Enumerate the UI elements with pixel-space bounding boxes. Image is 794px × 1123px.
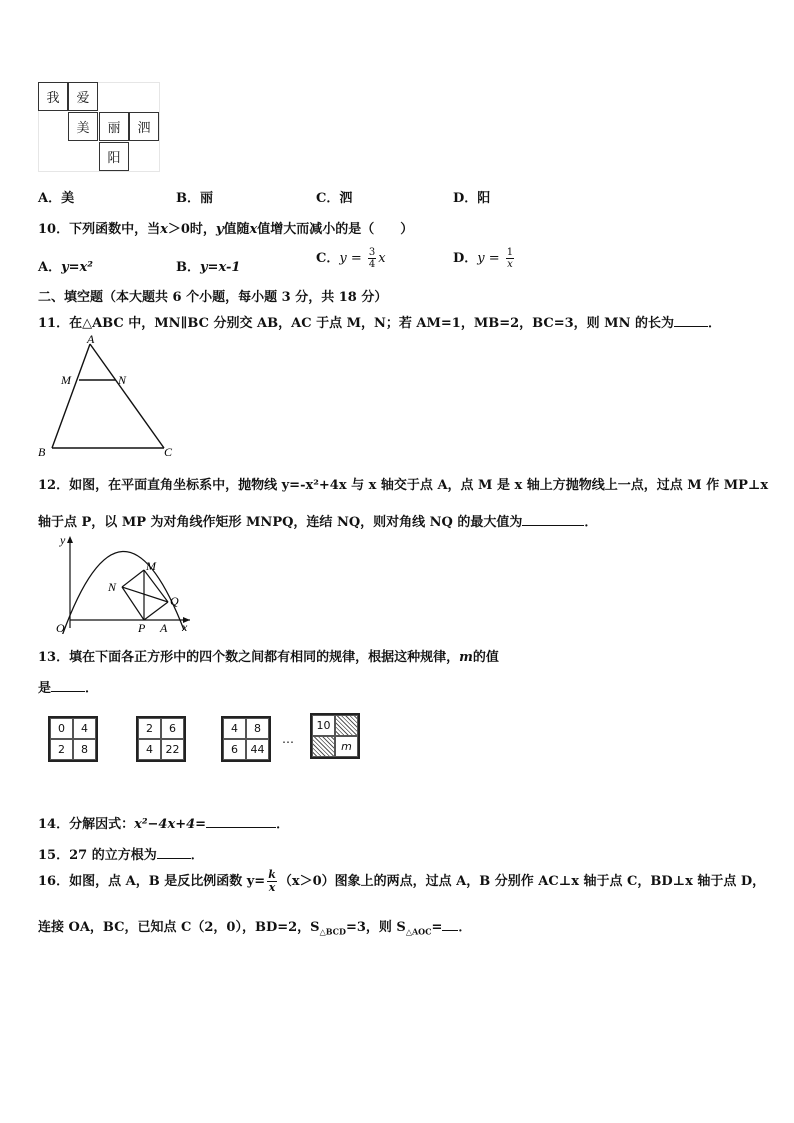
q13-stem-line1: 13．填在下面各正方形中的四个数之间都有相同的规律，根据这种规律，m的值 bbox=[38, 650, 499, 665]
label-q: Q bbox=[170, 594, 179, 608]
label-y: y bbox=[60, 533, 66, 547]
square-cell: 0 bbox=[50, 718, 73, 739]
y-axis-arrow bbox=[67, 536, 73, 543]
q14-answer-blank bbox=[206, 815, 276, 828]
square-cell: 6 bbox=[223, 739, 246, 760]
fraction-k-over-x: $\frac{k}{x}$ bbox=[268, 868, 276, 894]
q13-stem-line2: 是 ． bbox=[38, 681, 99, 696]
net-cell-4: 丽 bbox=[99, 112, 129, 141]
segment-nq bbox=[122, 587, 168, 602]
q11-stem: 11．在△ABC 中，MN∥BC 分别交 AB，AC 于点 M，N；若 AM=1，MB=2，BC=3，则 MN 的长为 ． bbox=[38, 316, 722, 331]
net-cell-6: 阳 bbox=[99, 142, 129, 171]
net-cell-1: 我 bbox=[38, 82, 68, 111]
q12-stem-line2: 轴于点 P，以 MP 为对角线作矩形 MNPQ，连结 NQ，则对角线 NQ 的最大值为 ． bbox=[38, 515, 598, 530]
label-m: M bbox=[61, 373, 71, 387]
q16-stem-line1: 16．如图，点 A，B 是反比例函数 y= $\frac{k}{x}$ （x＞0）图象上的两点，过点 A，B 分别作 AC⊥x 轴于点 C，BD⊥x 轴于点 D， bbox=[38, 868, 766, 894]
q9-option-d: D．阳 bbox=[453, 191, 491, 206]
side-ab bbox=[52, 344, 90, 448]
q10-stem: 10．下列函数中，当x＞0时，y值随x值增大而减小的是（ ） bbox=[38, 222, 414, 237]
square-cell: 22 bbox=[161, 739, 184, 760]
hatched-cell bbox=[312, 736, 335, 757]
q10-option-c: C．y = $\frac{3}{4}$ x bbox=[316, 247, 386, 270]
hatched-cell bbox=[335, 715, 358, 736]
label-n: N bbox=[108, 580, 117, 594]
square-cell-m: m bbox=[335, 736, 358, 757]
square-cell: 2 bbox=[50, 739, 73, 760]
square-cell: 4 bbox=[223, 718, 246, 739]
label-n: N bbox=[118, 373, 127, 387]
square-cell: 8 bbox=[73, 739, 96, 760]
square-cell: 6 bbox=[161, 718, 184, 739]
segment-np bbox=[122, 587, 144, 620]
label-m: M bbox=[146, 559, 156, 573]
net-cell-2: 爱 bbox=[68, 82, 98, 111]
q13-answer-blank bbox=[51, 679, 85, 692]
square-cell: 4 bbox=[138, 739, 161, 760]
q16-answer-blank bbox=[442, 918, 458, 931]
segment-mn bbox=[122, 570, 144, 587]
q12-answer-blank bbox=[522, 513, 584, 526]
q11-answer-blank bbox=[674, 314, 708, 327]
q10-option-a: A．y=x² bbox=[38, 260, 93, 275]
q10-option-d: D．y = $\frac{1}{x}$ bbox=[453, 247, 514, 270]
q15-stem: 15．27 的立方根为 ． bbox=[38, 848, 204, 863]
label-c: C bbox=[164, 445, 173, 458]
segment-qp bbox=[144, 602, 168, 620]
square-cell: 10 bbox=[312, 715, 335, 736]
q16-stem-line2: 连接 OA，BC，已知点 C（2，0），BD=2，$S_{\triangle BCD}=3$，则 $S_{\triangle AOC}=$ ． bbox=[38, 920, 472, 937]
q9-option-b: B．丽 bbox=[176, 191, 213, 206]
square-cell: 44 bbox=[246, 739, 269, 760]
ellipsis: … bbox=[282, 732, 294, 746]
square-cell: 4 bbox=[73, 718, 96, 739]
number-square-1 bbox=[48, 716, 98, 762]
label-b: B bbox=[38, 445, 46, 458]
q9-option-c: C．泗 bbox=[316, 191, 353, 206]
fraction-three-quarters: $\frac{3}{4}$ bbox=[368, 247, 376, 270]
number-square-3 bbox=[221, 716, 271, 762]
parabola-figure bbox=[52, 532, 194, 634]
number-square-2 bbox=[136, 716, 186, 762]
q14-stem: 14．分解因式：x²−4x+4= ． bbox=[38, 817, 290, 832]
q15-answer-blank bbox=[157, 846, 191, 859]
section-title: 二、填空题（本大题共 6 个小题，每小题 3 分，共 18 分） bbox=[38, 290, 388, 305]
number-square-4 bbox=[310, 713, 360, 759]
side-ac bbox=[90, 344, 164, 448]
triangle-figure bbox=[34, 334, 184, 458]
label-p: P bbox=[138, 621, 146, 634]
label-o: O bbox=[56, 621, 65, 634]
label-x: x bbox=[182, 620, 188, 634]
label-a: A bbox=[87, 334, 95, 346]
net-cell-5: 泗 bbox=[129, 112, 159, 141]
fraction-one-over-x: $\frac{1}{x}$ bbox=[506, 247, 514, 270]
q12-stem-line1: 12．如图，在平面直角坐标系中，抛物线 y=-x²+4x 与 x 轴交于点 A，点 M 是 x 轴上方抛物线上一点，过点 M 作 MP⊥x bbox=[38, 478, 769, 493]
cube-net-figure bbox=[38, 82, 160, 172]
label-a: A bbox=[160, 621, 168, 634]
q9-option-a: A．美 bbox=[38, 191, 75, 206]
square-cell: 8 bbox=[246, 718, 269, 739]
q10-option-b: B．y=x-1 bbox=[176, 260, 241, 275]
square-cell: 2 bbox=[138, 718, 161, 739]
net-cell-3: 美 bbox=[68, 112, 98, 141]
